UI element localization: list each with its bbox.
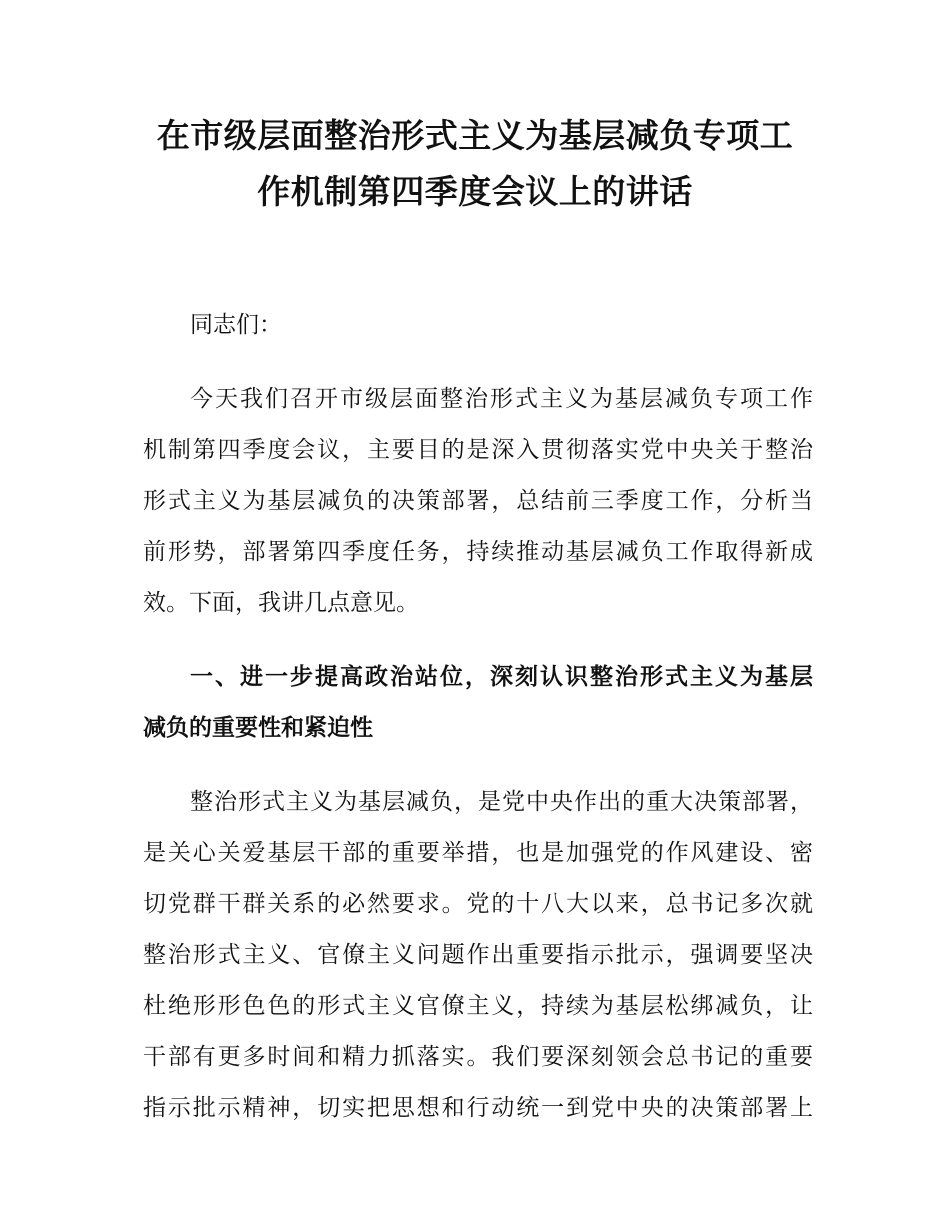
paragraph-line: 切党群干群关系的必然要求。党的十八大以来，总书记多次就 bbox=[143, 891, 813, 917]
salutation: 同志们： bbox=[190, 312, 282, 338]
intro-line: 机制第四季度会议，主要目的是深入贯彻落实党中央关于整治 bbox=[143, 437, 813, 463]
intro-line: 形式主义为基层减负的决策部署，总结前三季度工作，分析当 bbox=[143, 488, 813, 514]
paragraph-line: 整治形式主义、官僚主义问题作出重要指示批示，强调要坚决 bbox=[143, 942, 813, 968]
paragraph-line: 是关心关爱基层干部的重要举措，也是加强党的作风建设、密 bbox=[143, 840, 813, 866]
section-1-paragraph bbox=[143, 777, 813, 1134]
paragraph-line: 干部有更多时间和精力抓落实。我们要深刻领会总书记的重要 bbox=[143, 1044, 813, 1070]
title-line-1: 在市级层面整治形式主义为基层减负专项工 bbox=[156, 116, 794, 155]
intro-line: 前形势，部署第四季度任务，持续推动基层减负工作取得新成 bbox=[143, 539, 813, 565]
paragraph-line: 整治形式主义为基层减负，是党中央作出的重大决策部署， bbox=[190, 789, 813, 815]
intro-line: 效。下面，我讲几点意见。 bbox=[143, 590, 419, 616]
intro-paragraph bbox=[143, 374, 813, 629]
intro-line: 今天我们召开市级层面整治形式主义为基层减负专项工作 bbox=[190, 386, 813, 412]
section-heading-line: 减负的重要性和紧迫性 bbox=[143, 715, 373, 741]
section-heading-line: 一、进一步提高政治站位，深刻认识整治形式主义为基层 bbox=[190, 664, 813, 690]
salutation-paragraph bbox=[143, 300, 813, 351]
section-1-heading bbox=[143, 652, 813, 754]
document-body bbox=[143, 300, 813, 1157]
paragraph-line: 指示批示精神，切实把思想和行动统一到党中央的决策部署上 bbox=[143, 1095, 813, 1121]
document-title bbox=[120, 108, 830, 220]
paragraph-line: 杜绝形形色色的形式主义官僚主义，持续为基层松绑减负，让 bbox=[143, 993, 813, 1019]
title-line-2: 作机制第四季度会议上的讲话 bbox=[257, 172, 693, 211]
